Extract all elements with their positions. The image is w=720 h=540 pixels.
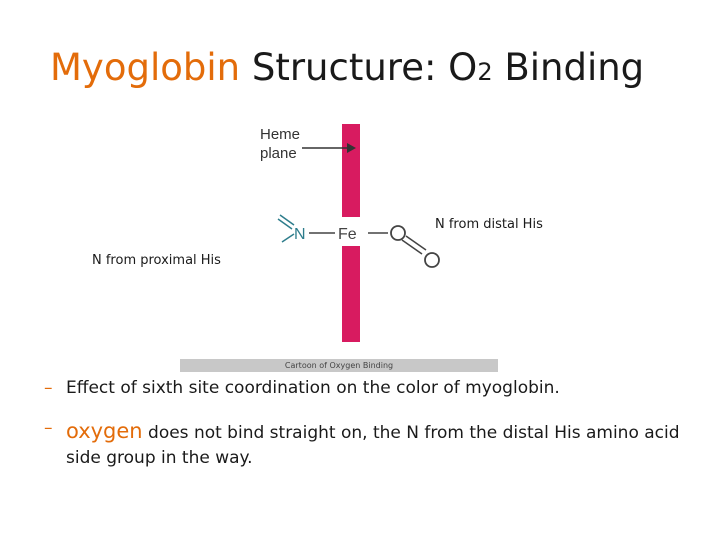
bullet-text: does not bind straight on, the N from the distal His amino acid side group in the way.	[66, 423, 680, 469]
title-middle: Structure: O	[240, 46, 478, 89]
oxygen-binding-figure	[180, 112, 498, 372]
slide-title	[50, 46, 644, 90]
title-accent-word: Myoglobin	[50, 46, 241, 89]
imidazole-bond-top-double	[278, 219, 292, 229]
proximal-his-label: N from proximal His	[92, 253, 221, 268]
heme-plane-label-line1: Heme	[260, 126, 301, 143]
bullet-text: Effect of sixth site coordination on the color of myoglobin.	[66, 378, 560, 398]
distal-his-label: N from distal His	[435, 217, 543, 232]
oxygen-binding-diagram	[180, 112, 498, 359]
bullet-oxygen-binding	[44, 416, 714, 471]
imidazole-bond-top	[280, 215, 294, 225]
bullet-dash: –	[44, 418, 53, 438]
nitrogen-atom: N	[294, 226, 306, 243]
imidazole-bond-bottom	[282, 234, 294, 242]
o-o-bond-b	[406, 236, 426, 250]
bullet-keyword: oxygen	[66, 419, 143, 443]
heme-plane-lower-bar	[342, 246, 360, 342]
oxygen-atom-2	[425, 253, 439, 267]
bullet-text-wrapper	[66, 416, 714, 471]
iron-atom: Fe	[338, 226, 357, 243]
bullet-dash: –	[44, 378, 53, 398]
o-o-bond-a	[402, 240, 422, 254]
title-end: Binding	[492, 46, 645, 89]
figure-caption: Cartoon of Oxygen Binding	[284, 361, 394, 370]
oxygen-atom-1	[391, 226, 405, 240]
heme-plane-label-line2: plane	[260, 145, 297, 162]
heme-plane-upper-bar	[342, 124, 360, 217]
bullet-sixth-site	[44, 376, 714, 401]
title-subscript: 2	[477, 58, 493, 86]
